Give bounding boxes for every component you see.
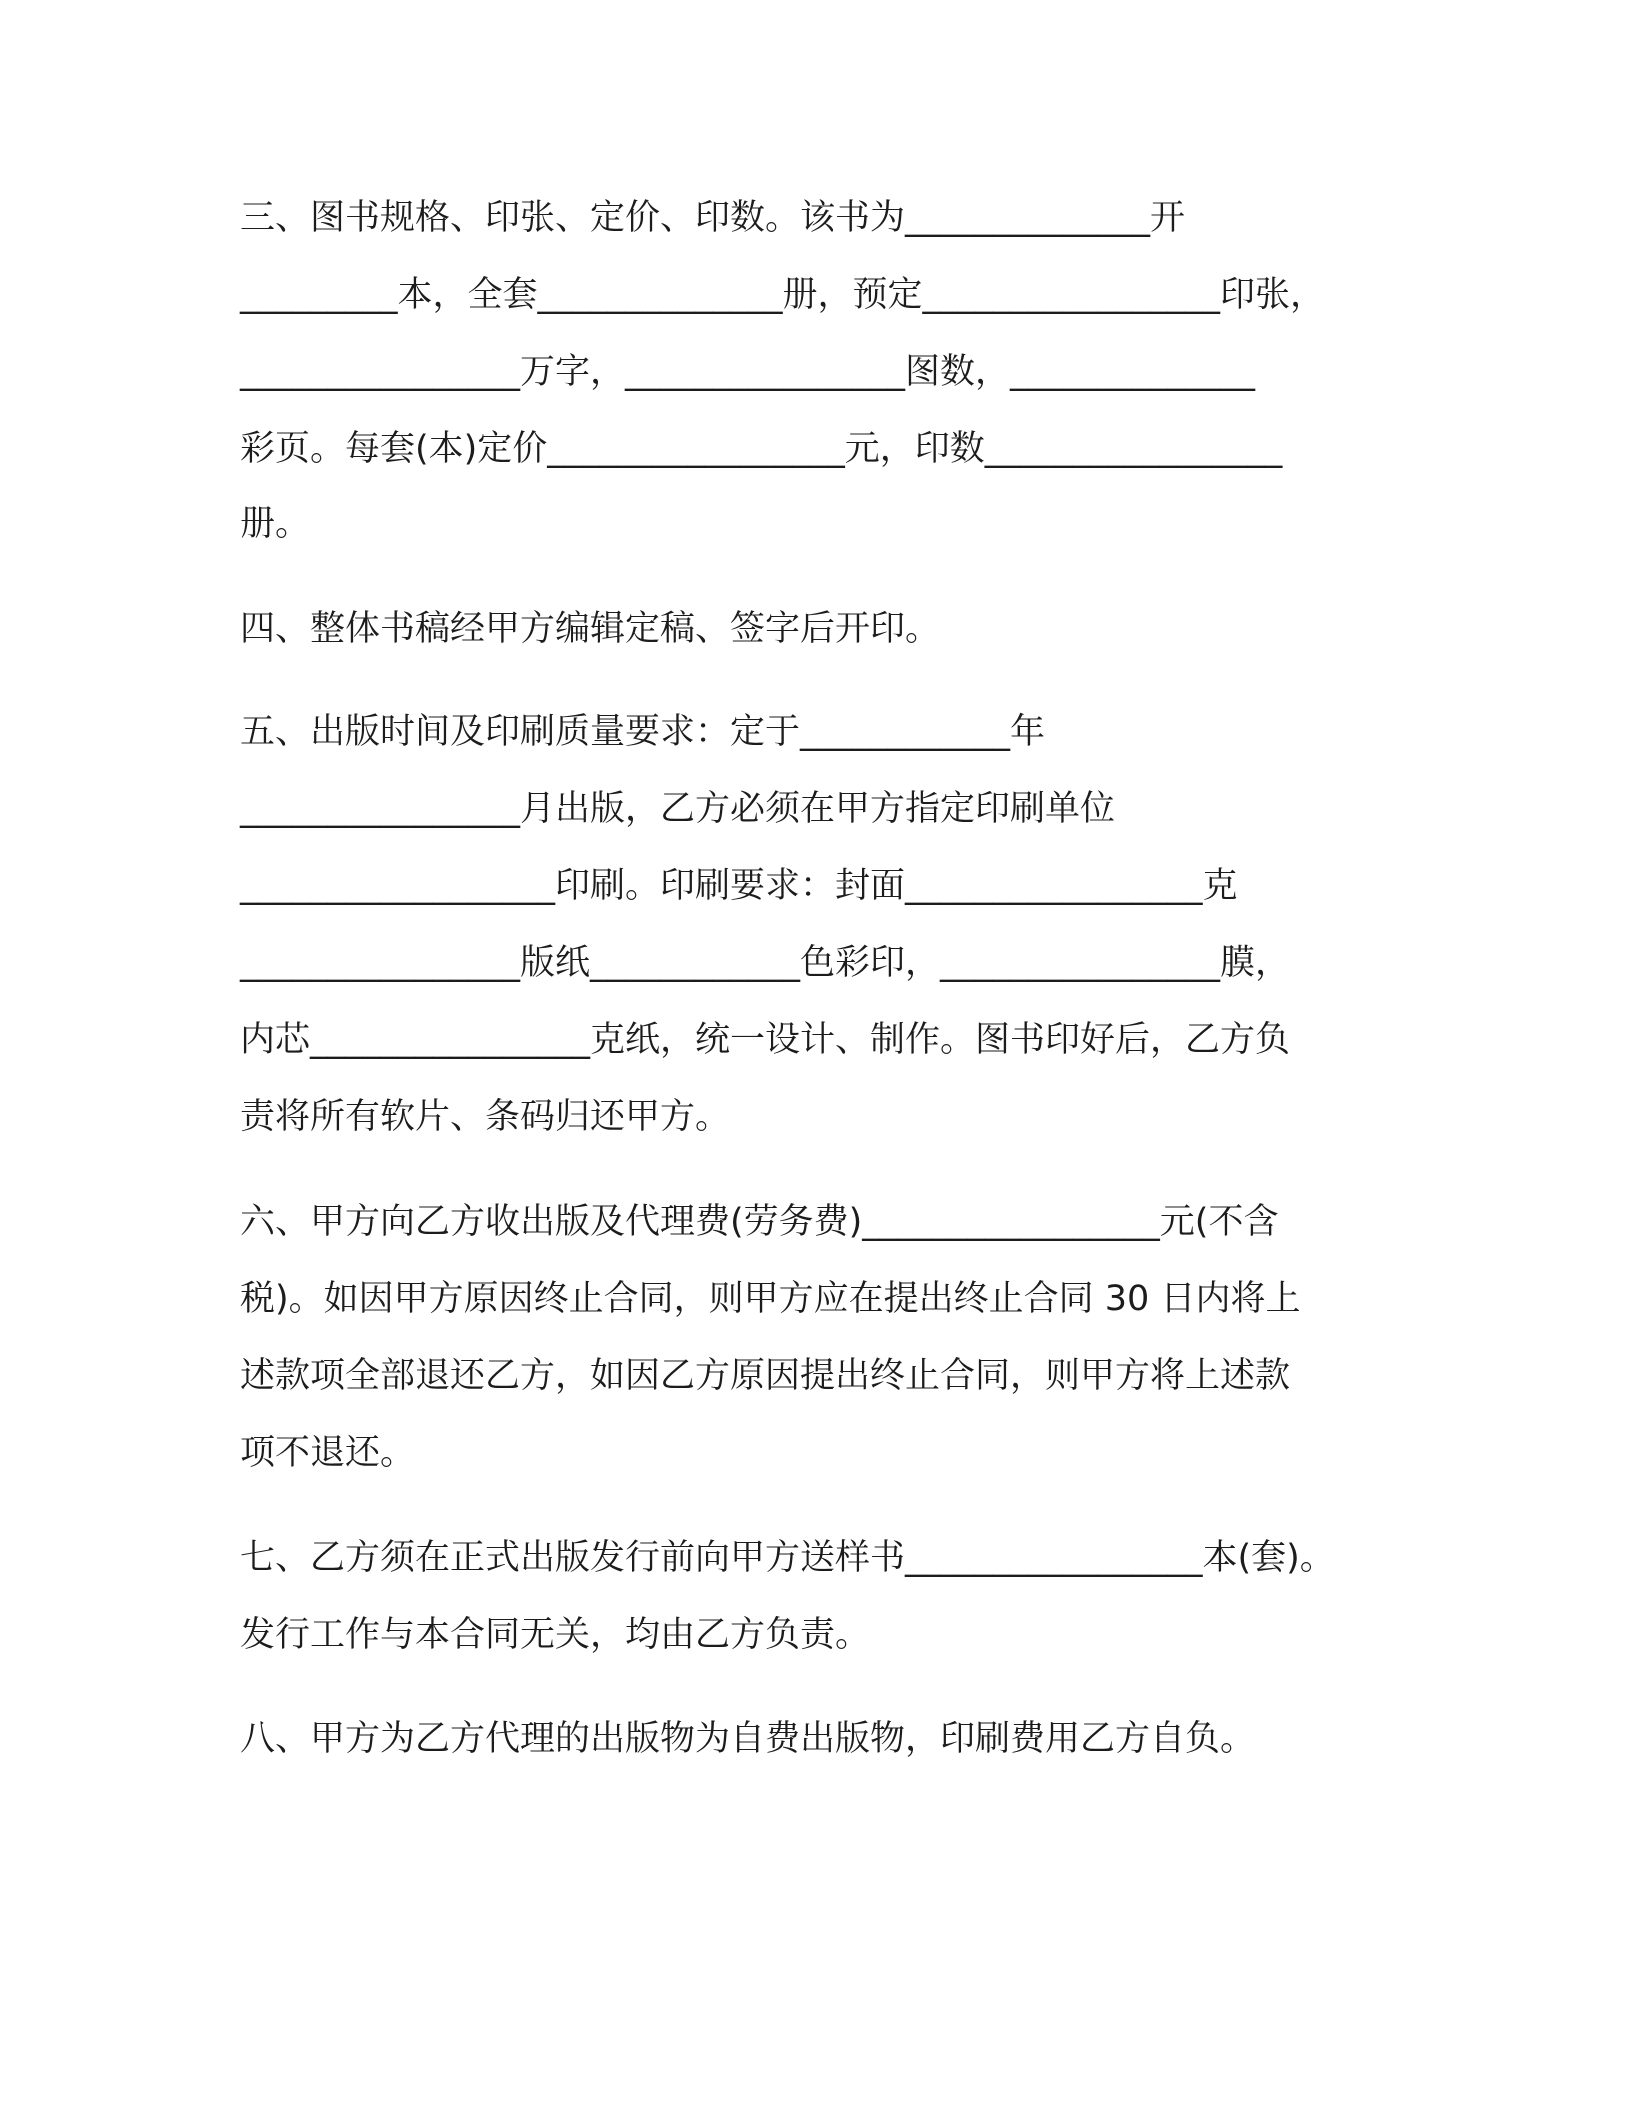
clause-6-line-4: 项不退还。: [240, 1433, 416, 1473]
clause-3-line-4: 彩页。每套(本)定价_________________元，印数_________________: [240, 429, 1283, 469]
clause-3-line-3: ________________万字，________________图数，______________: [240, 352, 1256, 392]
clause-3-line-5: 册。: [240, 504, 311, 544]
clause-7-line-2: 发行工作与本合同无关，均由乙方负责。: [240, 1615, 871, 1655]
clause-5-line-6: 责将所有软片、条码归还甲方。: [240, 1097, 731, 1137]
clause-5-line-1: 五、出版时间及印刷质量要求：定于____________年: [240, 712, 1046, 752]
clause-5-line-2: ________________月出版，乙方必须在甲方指定印刷单位: [240, 789, 1116, 829]
clause-6-line-1: 六、甲方向乙方收出版及代理费(劳务费)_________________元(不含: [240, 1202, 1279, 1242]
clause-7-line-1: 七、乙方须在正式出版发行前向甲方送样书_________________本(套)。: [240, 1538, 1335, 1578]
clause-5-line-3: __________________印刷。印刷要求：封面_________________克: [240, 866, 1238, 906]
clause-5-line-5: 内芯________________克纸，统一设计、制作。图书印好后，乙方负: [240, 1020, 1291, 1060]
clause-5-line-4: ________________版纸____________色彩印，________________膜，: [240, 943, 1291, 983]
clause-4-line-1: 四、整体书稿经甲方编辑定稿、签字后开印。: [240, 609, 941, 649]
clause-3-line-1: 三、图书规格、印张、定价、印数。该书为______________开: [240, 198, 1186, 238]
clause-6-line-2: 税)。如因甲方原因终止合同，则甲方应在提出终止合同 30 日内将上: [240, 1279, 1301, 1319]
clause-6-line-3: 述款项全部退还乙方，如因乙方原因提出终止合同，则甲方将上述款: [240, 1356, 1291, 1396]
clause-3-line-2: _________本，全套______________册，预定_________________印张，: [240, 275, 1326, 315]
clause-8-line-1: 八、甲方为乙方代理的出版物为自费出版物，印刷费用乙方自负。: [240, 1719, 1256, 1759]
